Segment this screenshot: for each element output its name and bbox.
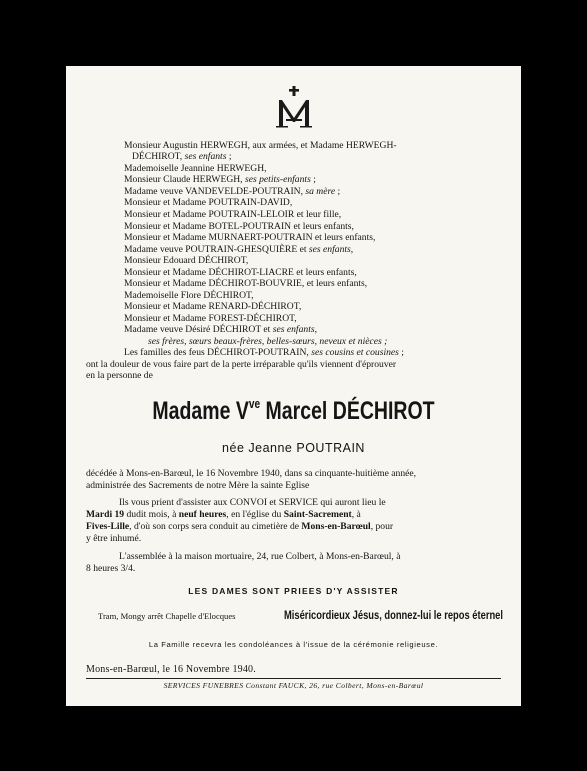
text-line: L'assemblée à la maison mortuaire, 24, rue Colbert, à Mons-en-Barœul, à [119,551,401,562]
text-line: administrée des Sacrements de notre Mère la sainte Eglise [86,480,310,491]
deceased-name: Madame $V^{ve}$ Marcel DÉCHIROT [152,396,435,425]
family-line: Monsieur Claude HERWEGH, ses petits-enfants ; [124,174,316,185]
family-line: Monsieur et Madame POUTRAIN-DAVID, [124,197,293,208]
undertaker-line: SERVICES FUNEBRES Constant FAUCK, 26, rue Colbert, Mons-en-Barœul [163,681,424,690]
family-line: Mademoiselle Jeannine HERWEGH, [124,163,267,174]
funeral-notice [66,66,521,706]
family-line: Monsieur Augustin HERWEGH, aux armées, et Madame HERWEGH- [124,140,397,151]
family-line: Madame veuve VANDEVELDE-POUTRAIN, sa mère ; [124,186,341,197]
family-line: ont la douleur de vous faire part de la perte irréparable qu'ils viennent d'éprouver [86,359,397,370]
tram-info: Tram, Mongy arrêt Chapelle d'Elocques [98,611,236,621]
family-line: Madame veuve POUTRAIN-GHESQUIÈRE et ses enfants, [124,244,354,255]
family-line: DÉCHIROT, ses enfants ; [132,151,232,162]
family-line: en la personne de [86,370,153,381]
marian-monogram [66,86,521,135]
text-line: décédée à Mons-en-Barœul, le 16 Novembre 1940, dans sa cinquante-huitième année, [86,468,417,479]
prayer-line: Miséricordieux Jésus, donnez-lui le repos éternel [284,608,503,622]
family-line: Monsieur et Madame DÉCHIROT-LIACRE et leurs enfants, [124,267,357,278]
text-line: Fives-Lille, d'où son corps sera conduit au cimetière de Mons-en-Barœul, pour [86,521,394,532]
family-line: Monsieur Edouard DÉCHIROT, [124,255,249,266]
family-line: Monsieur et Madame RENARD-DÉCHIROT, [124,301,302,312]
ladies-invitation: LES DAMES SONT PRIEES D'Y ASSISTER [188,586,399,596]
condolences-note: La Famille recevra les condoléances à l'issue de la cérémonie religieuse. [148,640,439,649]
family-line: Monsieur et Madame FOREST-DÉCHIROT, [124,313,297,324]
text-line: Mardi 19 dudit mois, à neuf heures, en l'église du Saint-Sacrement, à [86,509,361,520]
divider [86,678,501,679]
family-line: Monsieur et Madame MURNAERT-POUTRAIN et leurs enfants, [124,232,376,243]
text-line: y être inhumé. [86,533,142,544]
text-line: 8 heures 3/4. [86,563,136,574]
text-line: Ils vous prient d'assister aux CONVOI et SERVICE qui auront lieu le [119,497,386,508]
family-line: Monsieur et Madame DÉCHIROT-BOUVRIE, et leurs enfants, [124,278,368,289]
maiden-name: née Jeanne POUTRAIN [222,441,365,455]
family-line: Les familles des feus DÉCHIROT-POUTRAIN, ses cousins et cousines ; [124,347,404,358]
family-line: Monsieur et Madame POUTRAIN-LELOIR et leur fille, [124,209,342,220]
place-date: Mons-en-Barœul, le 16 Novembre 1940. [86,664,256,675]
family-line: ses frères, sœurs beaux-frères, belles-sœurs, neveux et nièces ; [148,336,388,347]
family-line: Mademoiselle Flore DÉCHIROT, [124,290,254,301]
cross-monogram-icon [274,86,314,130]
family-line: Madame veuve Désiré DÉCHIROT et ses enfants, [124,324,317,335]
family-line: Monsieur et Madame BOTEL-POUTRAIN et leurs enfants, [124,221,354,232]
